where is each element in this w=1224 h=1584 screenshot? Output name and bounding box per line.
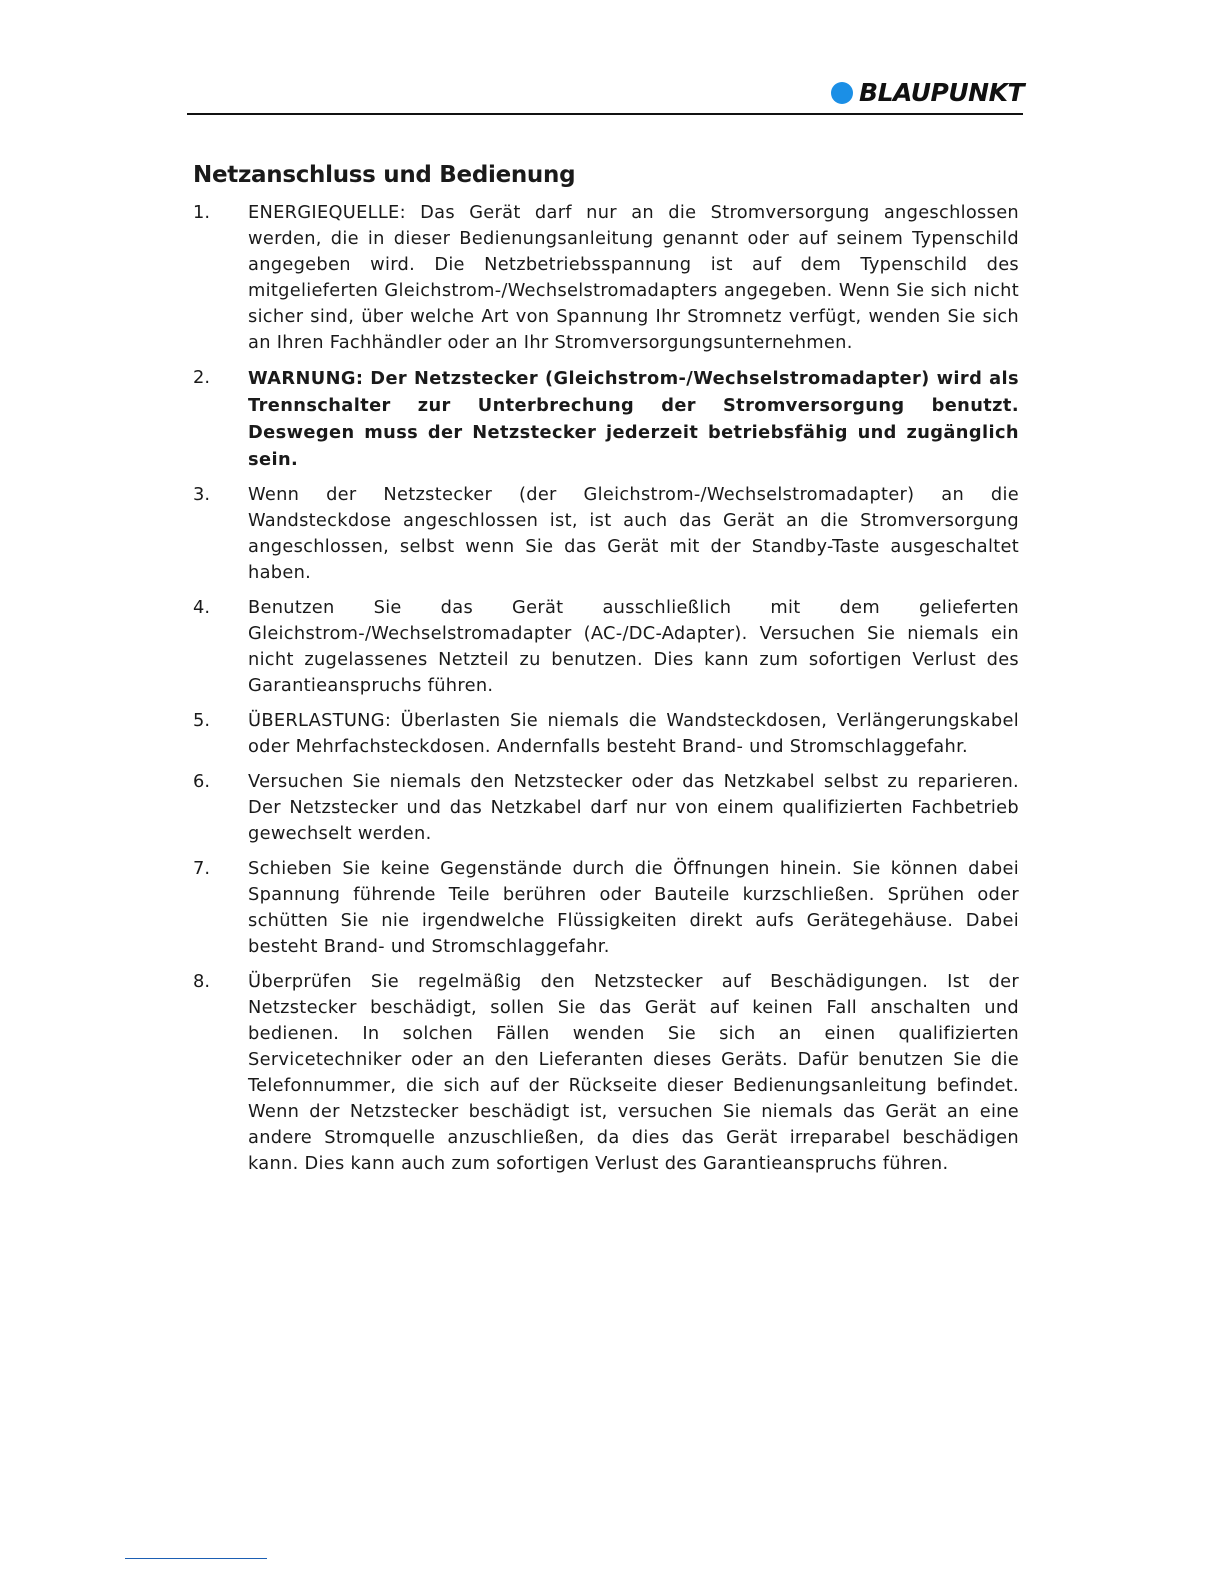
item-number: 8. — [193, 971, 210, 992]
brand-logo — [831, 78, 1024, 107]
list-item-warning — [193, 365, 1019, 473]
item-text: Wenn der Netzstecker (der Gleichstrom-/Wechselstromadapter) an die Wandsteckdose angeschlossen ist, ist auch das Gerät an die Stromversorgung angeschlossen, selbst wenn Sie das Gerät mit der Standby-Taste ausgeschaltet haben. — [248, 484, 1019, 583]
header-divider — [187, 113, 1023, 115]
item-number: 2. — [193, 367, 210, 388]
section-title: Netzanschluss und Bedienung — [193, 162, 576, 188]
list-item — [193, 200, 1019, 356]
item-text: ÜBERLASTUNG: Überlasten Sie niemals die Wandsteckdosen, Verlängerungskabel oder Mehrfachsteckdosen. Andernfalls besteht Brand- und Stromschlaggefahr. — [248, 710, 1019, 757]
list-item — [193, 482, 1019, 586]
item-text: ENERGIEQUELLE: Das Gerät darf nur an die Stromversorgung angeschlossen werden, die in dieser Bedienungsanleitung genannt oder auf seinem Typenschild angegeben wird. Die Netzbetriebsspannung ist auf dem Typenschild des mitgelieferten Gleichstrom-/Wechselstromadapters angegeben. Wenn Sie sich nicht sicher sind, über welche Art von Spannung Ihr Stromnetz verfügt, wenden Sie sich an Ihren Fachhändler oder an Ihr Stromversorgungsunternehmen. — [248, 202, 1019, 353]
item-number: 5. — [193, 710, 210, 731]
list-item — [193, 969, 1019, 1177]
instruction-list — [193, 200, 1019, 1177]
list-item — [193, 856, 1019, 960]
item-number: 7. — [193, 858, 210, 879]
brand-dot-icon — [831, 82, 853, 104]
item-number: 6. — [193, 771, 210, 792]
page-content — [193, 162, 1019, 1186]
item-text: Benutzen Sie das Gerät ausschließlich mit dem gelieferten Gleichstrom-/Wechselstromadapter (AC-/DC-Adapter). Versuchen Sie niemals ein nicht zugelassenes Netzteil zu benutzen. Dies kann zum sofortigen Verlust des Garantieanspruchs führen. — [248, 597, 1019, 696]
item-number: 3. — [193, 484, 210, 505]
item-text: WARNUNG: Der Netzstecker (Gleichstrom-/Wechselstromadapter) wird als Trennschalter zur Unterbrechung der Stromversorgung benutzt. Deswegen muss der Netzstecker jederzeit betriebsfähig und zugänglich sein. — [248, 368, 1019, 470]
list-item — [193, 769, 1019, 847]
list-item — [193, 595, 1019, 699]
list-item — [193, 708, 1019, 760]
item-text: Überprüfen Sie regelmäßig den Netzstecker auf Beschädigungen. Ist der Netzstecker beschädigt, sollen Sie das Gerät auf keinen Fall anschalten und bedienen. In solchen Fällen wenden Sie sich an einen qualifizierten Servicetechniker oder an den Lieferanten dieses Geräts. Dafür benutzen Sie die Telefonnummer, die sich auf der Rückseite dieser Bedienungsanleitung befindet. Wenn der Netzstecker beschädigt ist, versuchen Sie niemals das Gerät an eine andere Stromquelle anzuschließen, da dies das Gerät irreparabel beschädigen kann. Dies kann auch zum sofortigen Verlust des Garantieanspruchs führen. — [248, 971, 1019, 1174]
item-number: 4. — [193, 597, 210, 618]
footnote-divider — [125, 1558, 267, 1559]
item-text: Versuchen Sie niemals den Netzstecker oder das Netzkabel selbst zu reparieren. Der Netzstecker und das Netzkabel darf nur von einem qualifizierten Fachbetrieb gewechselt werden. — [248, 771, 1019, 844]
item-text: Schieben Sie keine Gegenstände durch die Öffnungen hinein. Sie können dabei Spannung führende Teile berühren oder Bauteile kurzschließen. Sprühen oder schütten Sie nie irgendwelche Flüssigkeiten direkt aufs Gerätegehäuse. Dabei besteht Brand- und Stromschlaggefahr. — [248, 858, 1019, 957]
item-number: 1. — [193, 202, 210, 223]
brand-name: BLAUPUNKT — [859, 78, 1024, 107]
